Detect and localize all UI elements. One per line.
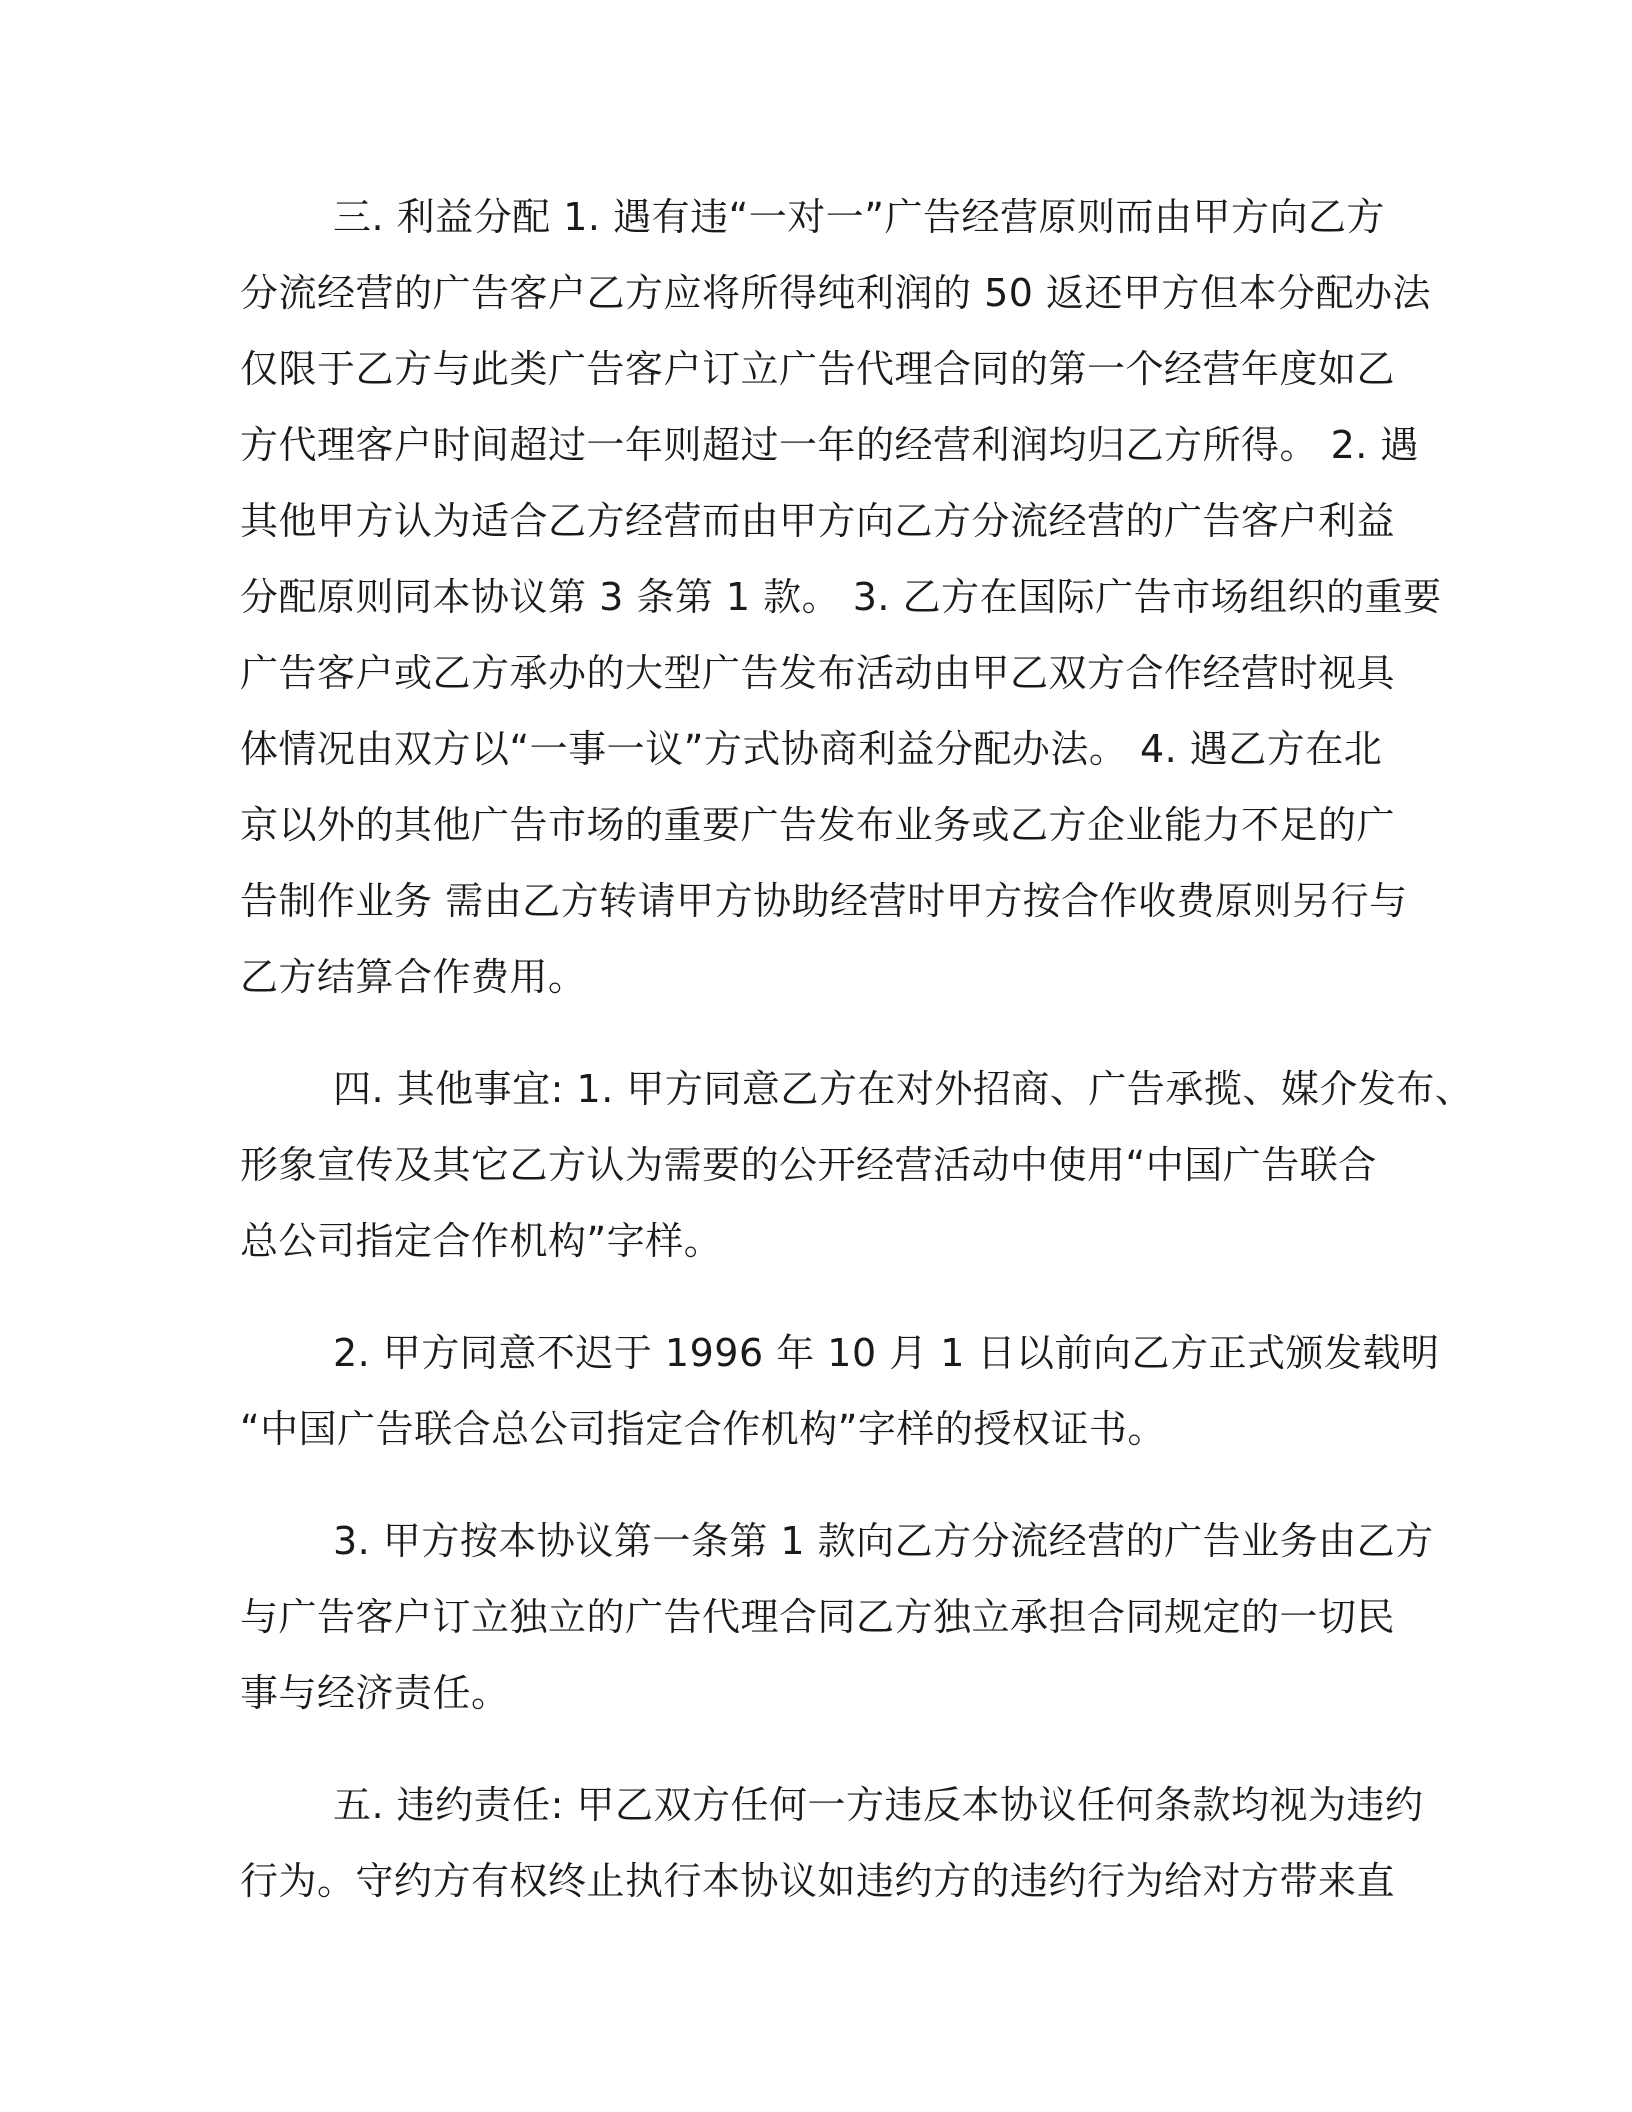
paragraph-line: 其他甲方认为适合乙方经营而由甲方向乙方分流经营的广告客户利益 bbox=[240, 499, 1396, 543]
paragraph-line: 行为。守约方有权终止执行本协议如违约方的违约行为给对方带来直 bbox=[240, 1859, 1396, 1903]
paragraph-line: 乙方结算合作费用。 bbox=[240, 955, 587, 999]
paragraph-line: 2. 甲方同意不迟于 1996 年 10 月 1 日以前向乙方正式颁发载明 bbox=[333, 1331, 1440, 1375]
paragraph-line: 四. 其他事宜: 1. 甲方同意乙方在对外招商、广告承揽、媒介发布、 bbox=[333, 1067, 1474, 1111]
paragraph-line: 三. 利益分配 1. 遇有违“一对一”广告经营原则而由甲方向乙方 bbox=[333, 195, 1385, 239]
paragraph-line: 分配原则同本协议第 3 条第 1 款。 3. 乙方在国际广告市场组织的重要 bbox=[240, 575, 1442, 619]
paragraph-line: 京以外的其他广告市场的重要广告发布业务或乙方企业能力不足的广 bbox=[240, 803, 1396, 847]
paragraph-line: 分流经营的广告客户乙方应将所得纯利润的 50 返还甲方但本分配办法 bbox=[240, 271, 1432, 315]
paragraph-line: 五. 违约责任: 甲乙双方任何一方违反本协议任何条款均视为违约 bbox=[333, 1783, 1424, 1827]
paragraph-line: “中国广告联合总公司指定合作机构”字样的授权证书。 bbox=[240, 1407, 1166, 1451]
paragraph-line: 广告客户或乙方承办的大型广告发布活动由甲乙双方合作经营时视具 bbox=[240, 651, 1396, 695]
paragraph-line: 仅限于乙方与此类广告客户订立广告代理合同的第一个经营年度如乙 bbox=[240, 347, 1396, 391]
paragraph-line: 与广告客户订立独立的广告代理合同乙方独立承担合同规定的一切民 bbox=[240, 1595, 1396, 1639]
paragraph-line: 总公司指定合作机构”字样。 bbox=[240, 1219, 723, 1263]
paragraph-line: 3. 甲方按本协议第一条第 1 款向乙方分流经营的广告业务由乙方 bbox=[333, 1519, 1434, 1563]
paragraph-line: 体情况由双方以“一事一议”方式协商利益分配办法。 4. 遇乙方在北 bbox=[240, 727, 1383, 771]
paragraph-line: 方代理客户时间超过一年则超过一年的经营利润均归乙方所得。 2. 遇 bbox=[240, 423, 1419, 467]
paragraph-line: 事与经济责任。 bbox=[240, 1671, 510, 1715]
paragraph-line: 告制作业务 需由乙方转请甲方协助经营时甲方按合作收费原则另行与 bbox=[240, 879, 1408, 923]
paragraph-line: 形象宣传及其它乙方认为需要的公开经营活动中使用“中国广告联合 bbox=[240, 1143, 1377, 1187]
